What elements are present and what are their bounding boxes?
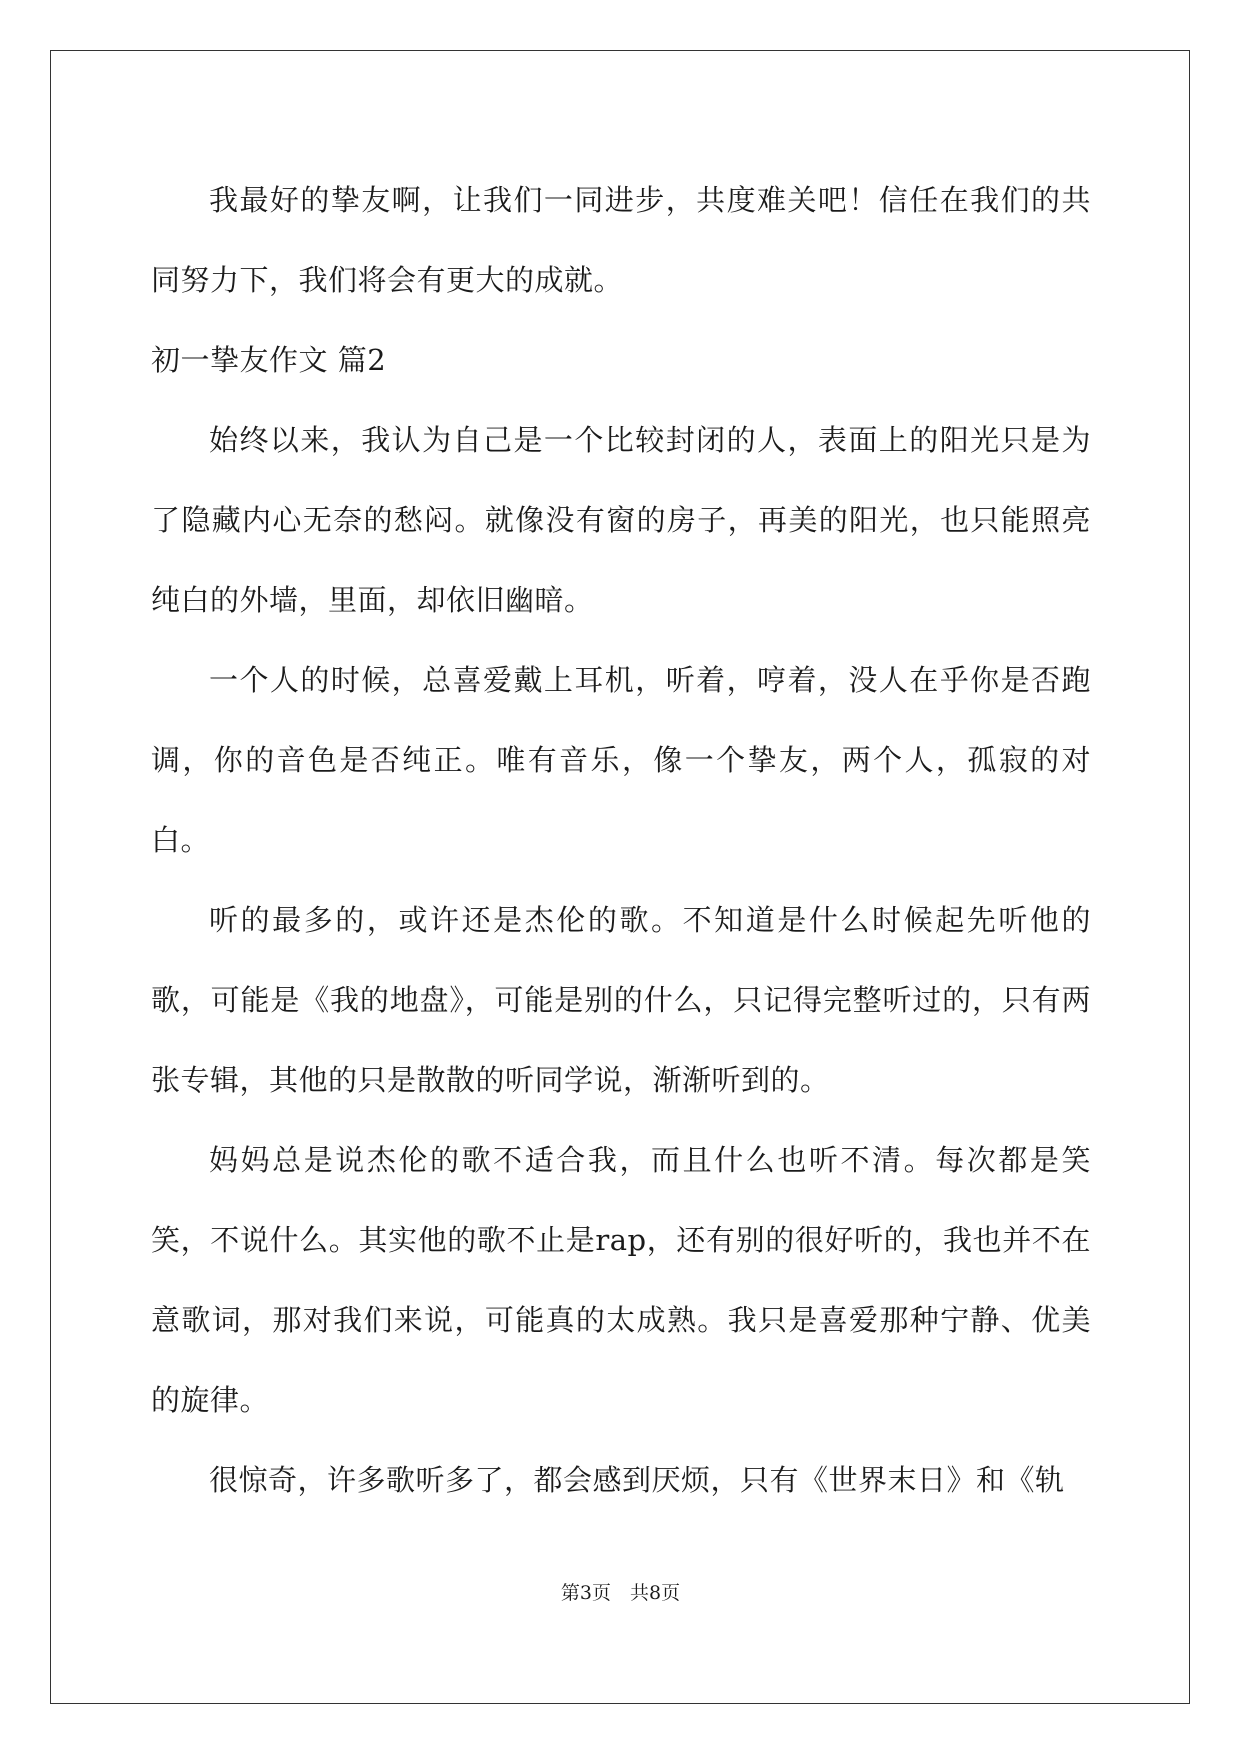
document-body: [151, 160, 1091, 1520]
paragraph: 很惊奇，许多歌听多了，都会感到厌烦，只有《世界末日》和《轨: [209, 1463, 1065, 1497]
paragraph: 我最好的挚友啊，让我们一同进步，共度难关吧！信任在我们的共同努力下，我们将会有更大的成就。: [151, 183, 1091, 297]
paragraph: 一个人的时候，总喜爱戴上耳机，听着，哼着，没人在乎你是否跑调，你的音色是否纯正。唯有音乐，像一个挚友，两个人，孤寂的对白。: [151, 663, 1091, 857]
paragraph: 始终以来，我认为自己是一个比较封闭的人，表面上的阳光只是为了隐藏内心无奈的愁闷。就像没有窗的房子，再美的阳光，也只能照亮纯白的外墙，里面，却依旧幽暗。: [151, 423, 1091, 617]
paragraph: 听的最多的，或许还是杰伦的歌。不知道是什么时候起先听他的歌，可能是《我的地盘》，可能是别的什么，只记得完整听过的，只有两张专辑，其他的只是散散的听同学说，渐渐听到的。: [151, 903, 1091, 1097]
section-heading: 初一挚友作文 篇2: [151, 343, 387, 377]
paragraph: 妈妈总是说杰伦的歌不适合我，而且什么也听不清。每次都是笑笑，不说什么。其实他的歌不止是rap，还有别的很好听的，我也并不在意歌词，那对我们来说，可能真的太成熟。我只是喜爱那种宁静、优美的旋律。: [151, 1143, 1091, 1417]
page-number-footer: 第3页 共8页: [560, 1582, 681, 1604]
